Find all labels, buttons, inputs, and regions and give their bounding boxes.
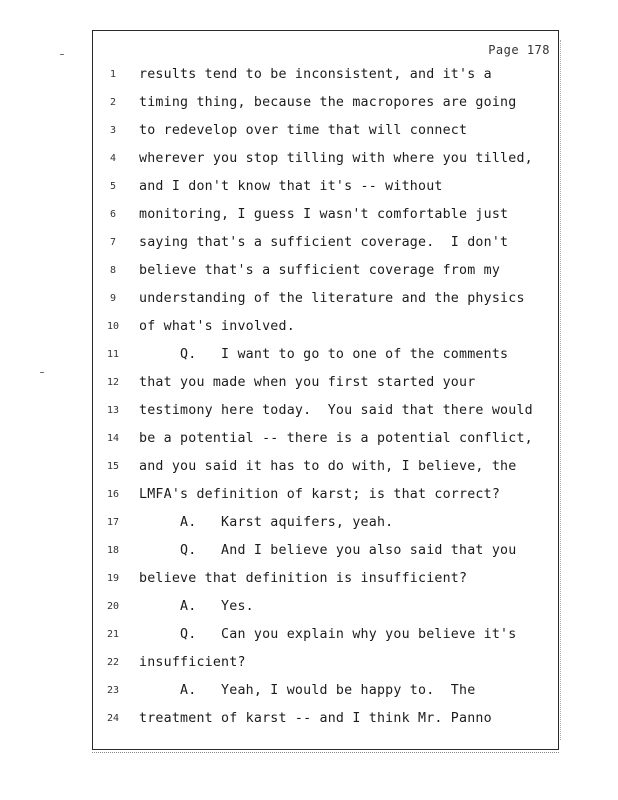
line-number: 21 (106, 629, 120, 640)
line-number: 20 (106, 601, 120, 612)
transcript-line: to redevelop over time that will connect (139, 123, 468, 138)
line-number: 24 (106, 713, 120, 724)
transcript-line: saying that's a sufficient coverage. I don't (139, 235, 509, 250)
transcript-line: Q. Can you explain why you believe it's (139, 627, 517, 642)
transcript-line: Q. And I believe you also said that you (139, 543, 517, 558)
scan-speck (60, 54, 64, 55)
line-number: 14 (106, 433, 120, 444)
transcript-line: monitoring, I guess I wasn't comfortable just (139, 207, 509, 222)
transcript-line: Q. I want to go to one of the comments (139, 347, 509, 362)
transcript-line: be a potential -- there is a potential conflict, (139, 431, 533, 446)
line-number: 1 (109, 69, 117, 80)
transcript-line: A. Yeah, I would be happy to. The (139, 683, 476, 698)
transcript-line: believe that definition is insufficient? (139, 571, 468, 586)
line-number: 5 (109, 181, 117, 192)
line-number: 18 (106, 545, 120, 556)
transcript-line: LMFA's definition of karst; is that correct? (139, 487, 501, 502)
line-number: 17 (106, 517, 120, 528)
scan-edge-bottom (92, 752, 559, 754)
scan-edge-right (560, 40, 562, 740)
transcript-line: insufficient? (139, 655, 246, 670)
line-number: 7 (109, 237, 117, 248)
transcript-line: and I don't know that it's -- without (139, 179, 443, 194)
transcript-line: understanding of the literature and the physics (139, 291, 525, 306)
line-number: 6 (109, 209, 117, 220)
transcript-line: timing thing, because the macropores are going (139, 95, 517, 110)
line-number: 4 (109, 153, 117, 164)
line-number: 23 (106, 685, 120, 696)
line-number: 16 (106, 489, 120, 500)
transcript-line: A. Karst aquifers, yeah. (139, 515, 394, 530)
line-number: 3 (109, 125, 117, 136)
transcript-line: wherever you stop tilling with where you tilled, (139, 151, 533, 166)
line-number: 10 (106, 321, 120, 332)
transcript-page (92, 30, 559, 750)
line-number: 8 (109, 265, 117, 276)
line-number: 22 (106, 657, 120, 668)
line-number: 19 (106, 573, 120, 584)
transcript-line: of what's involved. (139, 319, 295, 334)
transcript-line: and you said it has to do with, I believe, the (139, 459, 517, 474)
line-number: 15 (106, 461, 120, 472)
scan-speck (40, 372, 44, 373)
line-number: 9 (109, 293, 117, 304)
line-number: 2 (109, 97, 117, 108)
page-number: Page 178 (488, 43, 550, 57)
transcript-line: believe that's a sufficient coverage from my (139, 263, 501, 278)
transcript-line: results tend to be inconsistent, and it's a (139, 67, 492, 82)
transcript-line: testimony here today. You said that there would (139, 403, 533, 418)
transcript-line: A. Yes. (139, 599, 254, 614)
line-number: 13 (106, 405, 120, 416)
line-number: 11 (106, 349, 120, 360)
transcript-line: treatment of karst -- and I think Mr. Panno (139, 711, 492, 726)
line-number: 12 (106, 377, 120, 388)
transcript-line: that you made when you first started your (139, 375, 476, 390)
